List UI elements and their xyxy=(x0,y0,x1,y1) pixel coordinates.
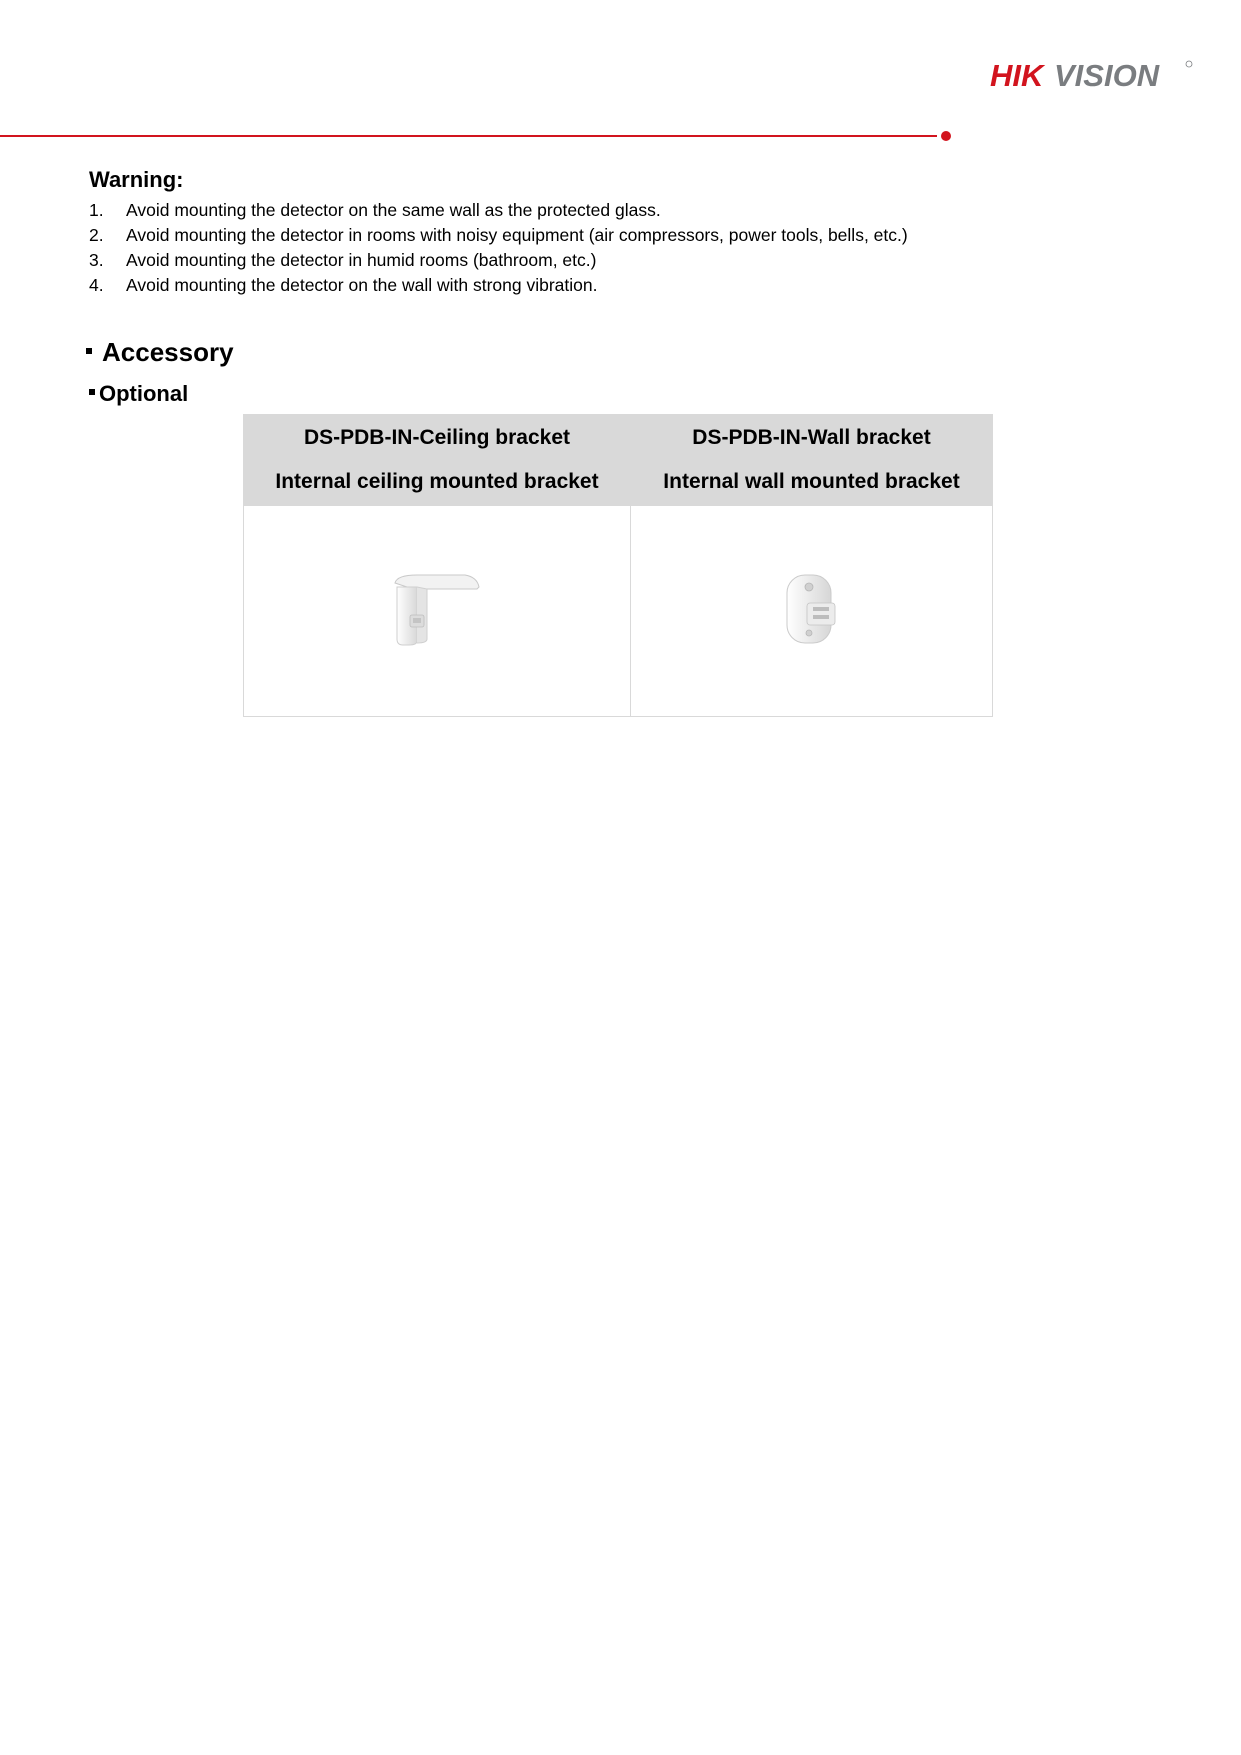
product-model: DS-PDB-IN-Ceiling bracket xyxy=(303,426,571,449)
list-item xyxy=(89,223,908,248)
table-header-row xyxy=(244,415,993,506)
warning-list xyxy=(89,198,908,298)
warning-title: Warning: xyxy=(89,167,184,192)
optional-heading-text: Optional xyxy=(99,381,189,406)
list-item-text: Avoid mounting the detector on the wall with strong vibration. xyxy=(126,275,598,295)
logo-hik-text: HIK xyxy=(990,58,1044,92)
product-model: DS-PDB-IN-Wall bracket xyxy=(692,426,931,449)
list-item-text: Avoid mounting the detector on the same wall as the protected glass. xyxy=(126,200,661,220)
accessory-heading-text: Accessory xyxy=(102,337,234,367)
product-description: Internal wall mounted bracket xyxy=(663,470,960,493)
accessory-heading xyxy=(86,337,234,368)
optional-heading xyxy=(89,381,188,407)
logo-vision-text: VISION xyxy=(1054,58,1160,92)
list-item-text: Avoid mounting the detector in humid rooms (bathroom, etc.) xyxy=(126,250,597,270)
list-item-number: 4. xyxy=(89,275,104,295)
hikvision-logo xyxy=(990,58,1195,92)
table-header-cell xyxy=(244,415,631,506)
square-bullet-icon xyxy=(86,348,92,354)
list-item xyxy=(89,198,908,223)
header-divider-dot xyxy=(941,131,951,141)
list-item-number: 3. xyxy=(89,250,104,270)
square-bullet-icon xyxy=(89,389,95,395)
wall-bracket-icon xyxy=(777,569,847,649)
list-item-number: 2. xyxy=(89,225,104,245)
list-item-number: 1. xyxy=(89,200,104,220)
ceiling-bracket-icon xyxy=(387,569,487,649)
table-row xyxy=(244,506,993,717)
product-description: Internal ceiling mounted bracket xyxy=(275,470,599,493)
accessory-table xyxy=(243,414,993,717)
table-header-cell xyxy=(631,415,993,506)
list-item xyxy=(89,248,908,273)
list-item xyxy=(89,273,908,298)
table-image-cell xyxy=(244,506,631,717)
list-item-text: Avoid mounting the detector in rooms with noisy equipment (air compressors, power tools, bells, etc.) xyxy=(126,225,908,245)
header-divider xyxy=(0,135,937,137)
table-image-cell xyxy=(631,506,993,717)
